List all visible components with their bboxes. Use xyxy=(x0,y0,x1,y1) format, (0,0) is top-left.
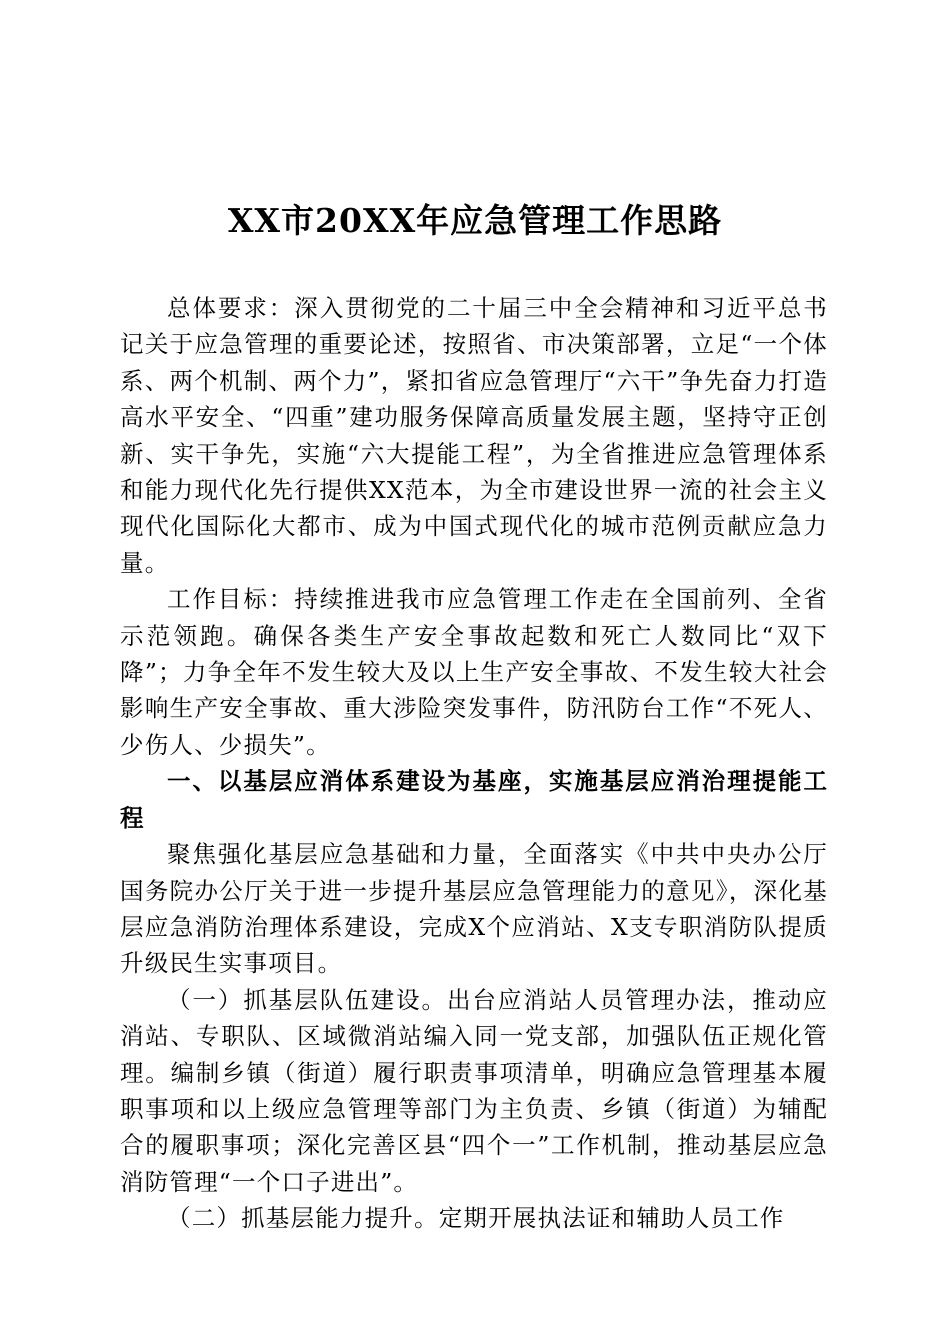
section-intro-paragraph: 聚焦强化基层应急基础和力量，全面落实《中共中央办公厅 国务院办公厅关于进一步提升基层应急管理能力的意见》，深化基层应急消防治理体系建设，完成X个应消站、X支专职消防队提质升级民生实事项目。 xyxy=(120,840,828,978)
document-title: XX市20XX年应急管理工作思路 xyxy=(227,201,723,240)
section-heading: 一、以基层应消体系建设为基座，实施基层应消治理提能工程 xyxy=(120,767,828,832)
document-body xyxy=(120,290,828,1237)
work-goals-paragraph: 工作目标：持续推进我市应急管理工作走在全国前列、全省示范领跑。确保各类生产安全事故起数和死亡人数同比“双下降”；力争全年不发生较大及以上生产安全事故、不发生较大社会影响生产安全事故、重大涉险突发事件，防汛防台工作“不死人、少伤人、少损失”。 xyxy=(120,585,828,759)
item-2-paragraph: （二）抓基层能力提升。定期开展执法证和辅助人员工作 xyxy=(167,1204,785,1233)
overall-requirements-paragraph: 总体要求：深入贯彻党的二十届三中全会精神和习近平总书记关于应急管理的重要论述，按照省、市决策部署，立足“一个体系、两个机制、两个力”，紧扣省应急管理厅“六干”争先奋力打造高水平安全、“四重”建功服务保障高质量发展主题，坚持守正创新、实干争先，实施“六大提能工程”，为全省推进应急管理体系和能力现代化先行提供XX范本，为全市建设世界一流的社会主义现代化国际化大都市、成为中国式现代化的城市范例贡献应急力量。 xyxy=(120,294,828,577)
item-1-paragraph: （一）抓基层队伍建设。出台应消站人员管理办法，推动应消站、专职队、区域微消站编入同一党支部，加强队伍正规化管理。编制乡镇（街道）履行职责事项清单，明确应急管理基本履职事项和以上级应急管理等部门为主负责、乡镇（街道）为辅配合的履职事项；深化完善区县“四个一”工作机制，推动基层应急消防管理“一个口子进出”。 xyxy=(120,985,828,1196)
